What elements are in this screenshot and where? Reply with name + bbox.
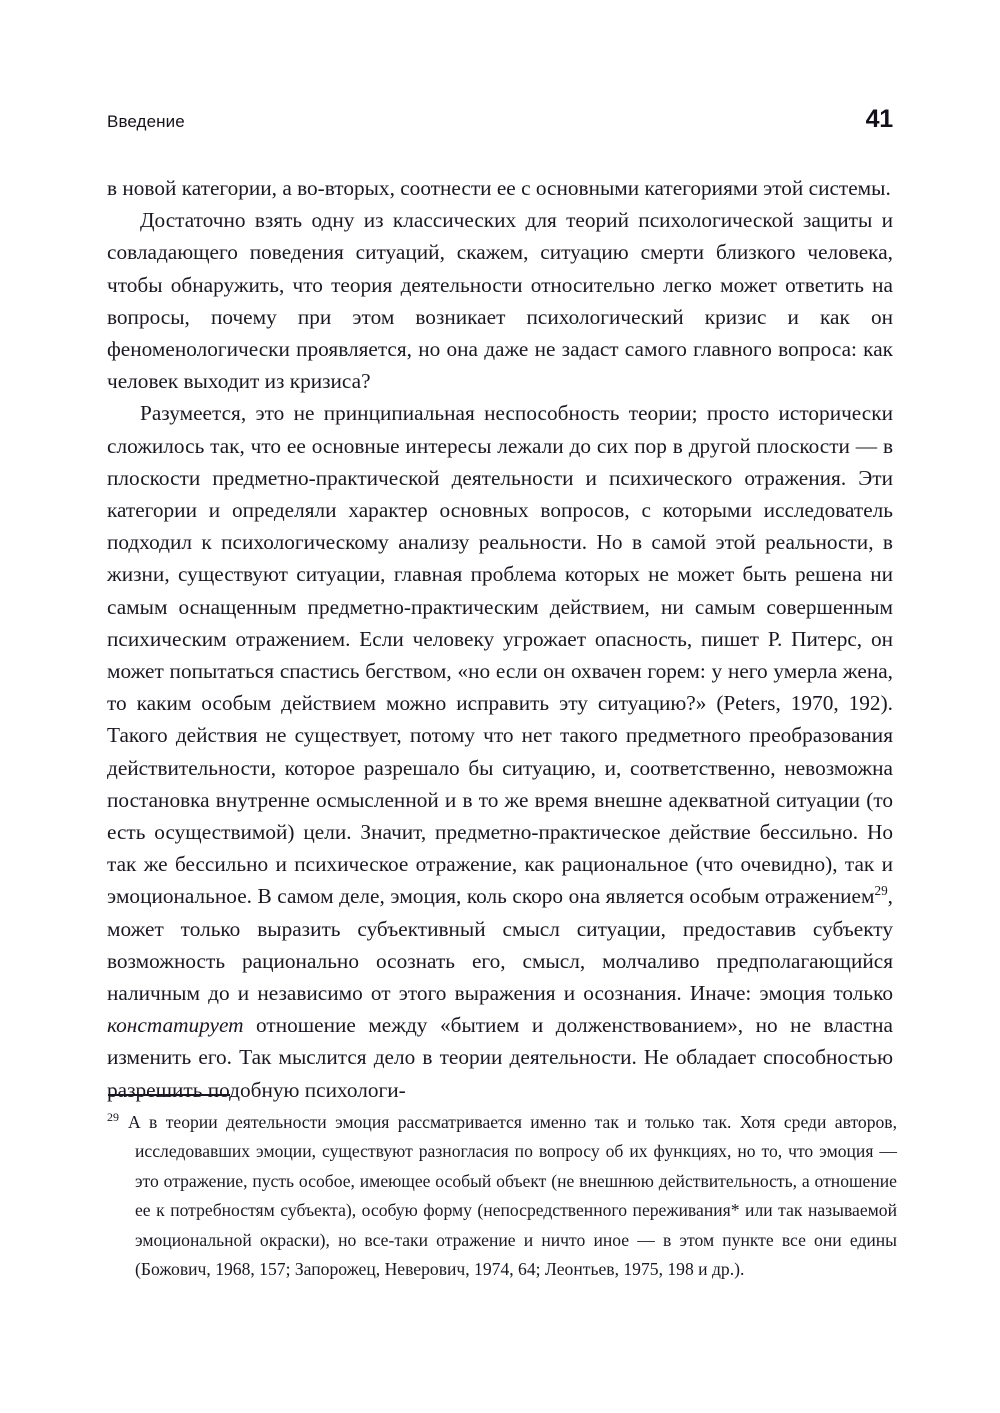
paragraph-continued: в новой категории, а во-вторых, соотнести ее с основными категориями этой системы. [107, 176, 891, 200]
paragraph-part-tail: отношение между «бытием и долженствованием», но не властна изменить его. Так мыслится дело в теории деятельности. Не обладает способностью разрешить подобную психологи- [107, 1013, 893, 1102]
footnote-item [107, 1108, 897, 1284]
running-head [107, 106, 893, 132]
paragraph-example-situation: Достаточно взять одну из классических для теорий психологической защиты и совладающего поведения ситуаций, скажем, ситуацию смерти близкого человека, чтобы обнаружить, что теория деятельности относительно легко может ответить на вопросы, почему при этом возникает психологический кризис и как он феноменологически проявляется, но она даже не задаст самого главного вопроса: как человек выходит из кризиса? [107, 208, 893, 394]
paragraph-part-after-ref: , может только выразить субъективный смысл ситуации, предоставив субъекту возможность рационально осознать его, смысл, молчаливо предполагающийся наличным до и независимо от этого выражения и осознания. Иначе: эмоция только [107, 884, 893, 1006]
running-head-title: Введение [107, 112, 185, 131]
paragraph-theory-limits [107, 397, 893, 1105]
footnote-marker-29: 29 [107, 1110, 119, 1125]
body-text-column [107, 172, 893, 1106]
page-number: 41 [865, 105, 893, 133]
paragraph-part-lead: Разумеется, это не принципиальная неспособность теории; просто исторически сложилось так, что ее основные интересы лежали до сих пор в другой плоскости — в плоскости предметно-практической деятельности и психического отражения. Эти категории и определяли характер основных вопросов, с которыми исследователь подходил к психологическому анализу реальности. Но в самой этой реальности, в жизни, существуют ситуации, главная проблема которых не может быть решена ни самым оснащенным предметно-практическим действием, ни самым совершенным психическим отражением. Если человеку угрожает опасность, пишет Р. Питерс, он может попытаться спастись бегством, «но если он охвачен горем: у него умерла жена, то каким особым действием можно исправить эту ситуацию?» (Peters, 1970, 192). Такого действия не существует, потому что нет такого предметного преобразования действительности, которое разрешало бы ситуацию, и, соответственно, невозможна постановка внутренне осмысленной и в то же время внешне адекватной ситуации (то есть осуществимой) цели. Значит, предметно-практическое действие бессильно. Но так же бессильно и психическое отражение, как рациональное (что очевидно), так и эмоциональное. В самом деле, эмоция, коль скоро она является особым отражением [107, 401, 893, 909]
footnote-reference-29[interactable]: 29 [874, 883, 888, 899]
emphasis-konstatiruet: констатирует [107, 1013, 244, 1038]
footnote-text: А в теории деятельности эмоция рассматривается именно так и только так. Хотя среди авторов, исследовавших эмоции, существуют разногласия по вопросу об их функциях, но то, что эмоция — это отражение, пусть особое, имеющее особый объект (не внешнюю действительность, а отношение ее к потребностям субъекта), особую форму (непосредственного переживания* или так называемой эмоциональной окраски), но все-таки отражение и ничто иное — в этом пункте все они едины (Божович, 1968, 157; Запорожец, Неверович, 1974, 64; Леонтьев, 1975, 198 и др.). [127, 1112, 897, 1280]
footnote-separator-rule [108, 1094, 230, 1096]
footnote-area [107, 1108, 897, 1284]
